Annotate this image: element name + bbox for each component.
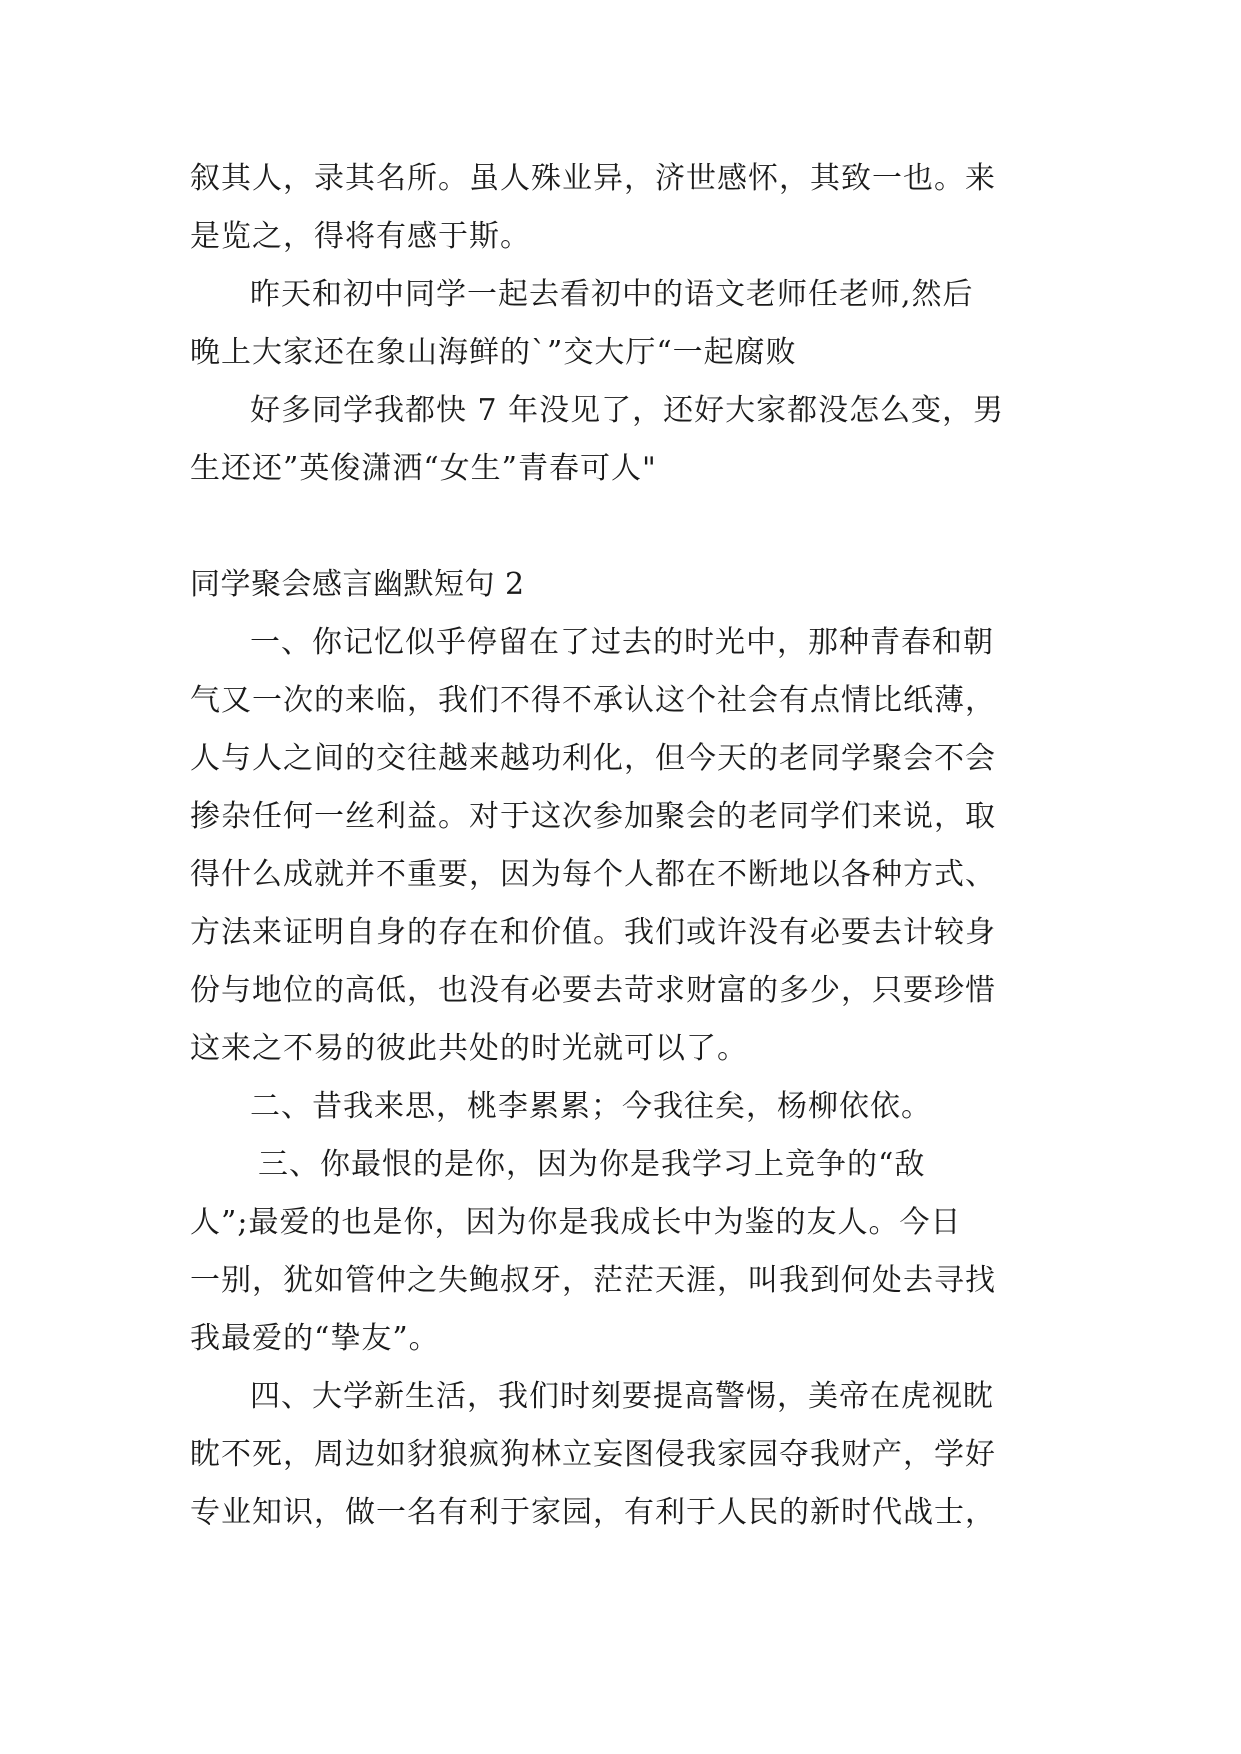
text-line: 一、你记忆似乎停留在了过去的时光中，那种青春和朝 bbox=[250, 625, 994, 660]
text-line: 三、你最恨的是你，因为你是我学习上竞争的“敌 bbox=[258, 1147, 926, 1182]
text-line: 方法来证明自身的存在和价值。我们或许没有必要去计较身 bbox=[190, 915, 996, 950]
text-line: 眈不死，周边如豺狼疯狗林立妄图侵我家园夺我财产，学好 bbox=[190, 1437, 996, 1472]
paragraph-teacher-visit bbox=[190, 266, 1050, 382]
paragraph-classmates bbox=[190, 382, 1050, 498]
blank-line bbox=[190, 498, 1050, 556]
text-line: 人与人之间的交往越来越功利化，但今天的老同学聚会不会 bbox=[190, 741, 996, 776]
text-line: 昨天和初中同学一起去看初中的语文老师任老师,然后 bbox=[250, 277, 974, 312]
section-heading: 同学聚会感言幽默短句 2 bbox=[190, 567, 525, 602]
text-line: 二、昔我来思，桃李累累；今我往矣，杨柳依依。 bbox=[250, 1089, 932, 1124]
text-line: 我最爱的“挚友”。 bbox=[190, 1321, 440, 1356]
text-line: 是览之，得将有感于斯。 bbox=[190, 219, 531, 254]
quote-item-4 bbox=[190, 1368, 1050, 1542]
quote-item-2 bbox=[190, 1078, 1050, 1136]
text-line: 得什么成就并不重要，因为每个人都在不断地以各种方式、 bbox=[190, 857, 996, 892]
quote-item-3 bbox=[190, 1136, 1050, 1368]
quote-item-1 bbox=[190, 614, 1050, 1078]
text-line: 生还还”英俊潇洒“女生”青春可人" bbox=[190, 451, 657, 486]
text-line: 气又一次的来临，我们不得不承认这个社会有点情比纸薄， bbox=[190, 683, 996, 718]
text-line: 这来之不易的彼此共处的时光就可以了。 bbox=[190, 1031, 748, 1066]
text-line: 掺杂任何一丝利益。对于这次参加聚会的老同学们来说，取 bbox=[190, 799, 996, 834]
document-page bbox=[190, 150, 1050, 1542]
text-line: 一别，犹如管仲之失鲍叔牙，茫茫天涯，叫我到何处去寻找 bbox=[190, 1263, 996, 1298]
text-line: 份与地位的高低，也没有必要去苛求财富的多少，只要珍惜 bbox=[190, 973, 996, 1008]
text-line: 好多同学我都快 7 年没见了，还好大家都没怎么变，男 bbox=[250, 393, 1005, 428]
text-line: 晚上大家还在象山海鲜的`”交大厅“一起腐败 bbox=[190, 335, 797, 370]
text-line: 叙其人，录其名所。虽人殊业异，济世感怀，其致一也。来 bbox=[190, 161, 996, 196]
text-line: 四、大学新生活，我们时刻要提高警惕，美帝在虎视眈 bbox=[250, 1379, 994, 1414]
text-line: 专业知识，做一名有利于家园，有利于人民的新时代战士， bbox=[190, 1495, 996, 1530]
paragraph-intro-continuation bbox=[190, 150, 1050, 266]
text-line: 人”;最爱的也是你，因为你是我成长中为鉴的友人。今日 bbox=[190, 1205, 962, 1240]
